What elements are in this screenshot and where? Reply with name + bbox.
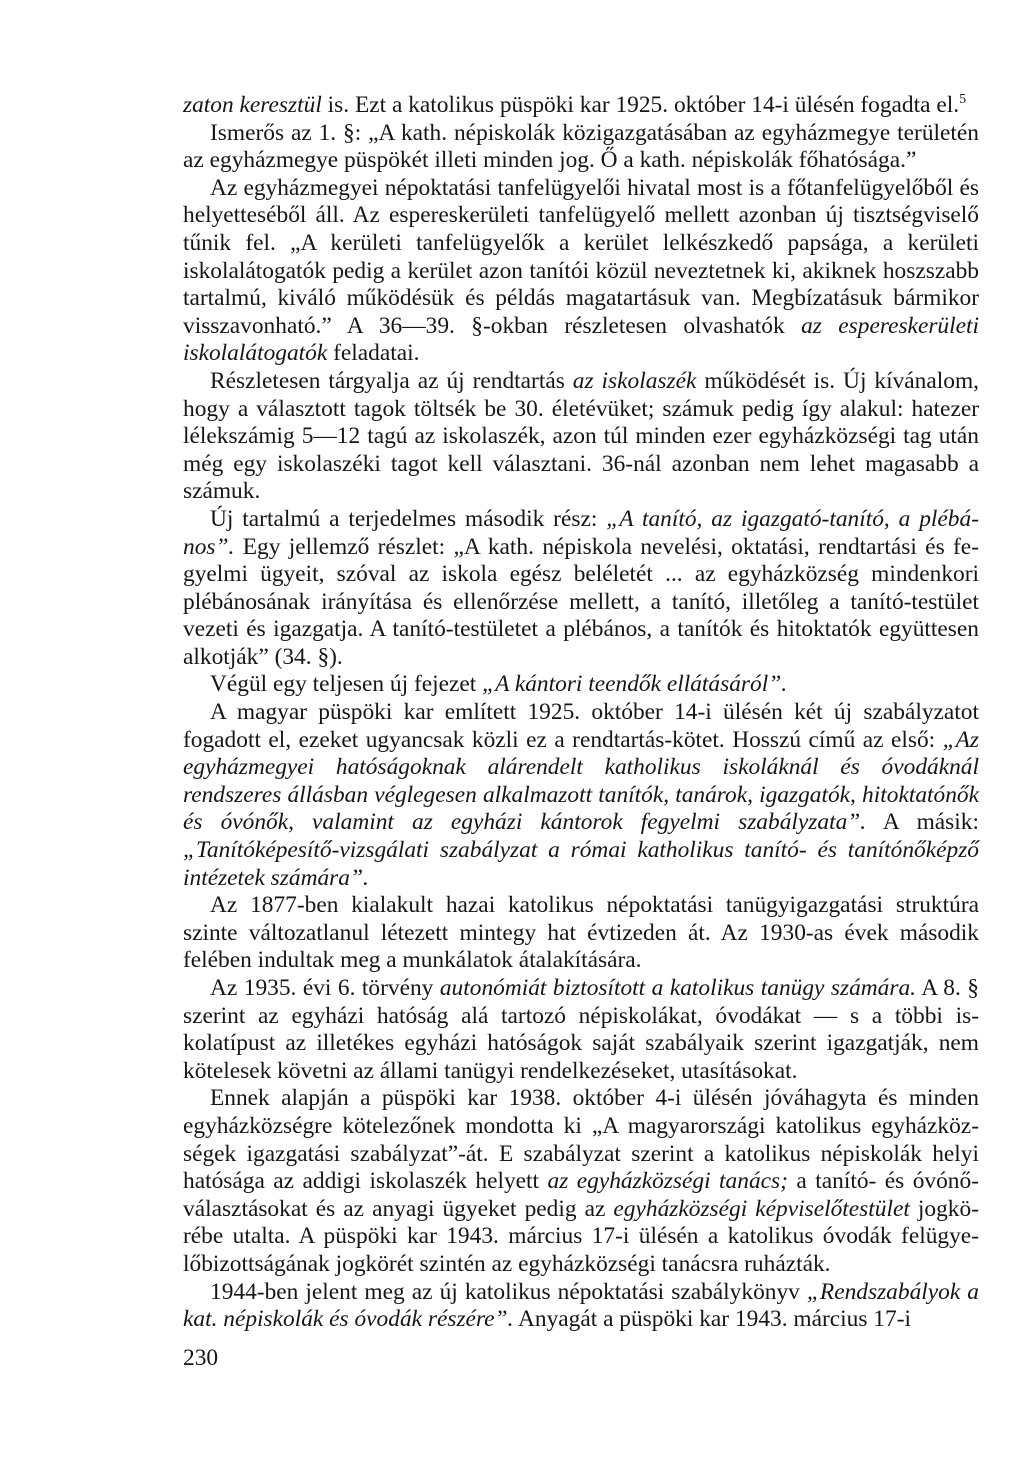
text-run: jogkörébe utalta. A püspöki kar 1943. március 17-i ülésén a katolikus óvodák felügyelőbizottságának jogkörét szintén az egyházközségi tanácsra ruházták. <box>183 1195 979 1277</box>
page-text-body <box>183 92 979 1334</box>
italic-run: az espereskerületi iskolalátogatók <box>183 312 979 367</box>
text-run: Ennek alapján a püspöki kar 1938. október 4-i ülésén jóváhagyta és minden egyházközségre kötelezőnek mondotta ki „A magyarországi katolikus egyházközségek igazgatási szabályzat”-át. E szabályzat szerint a katolikus népiskolák helyi hatósága az addigi iskolaszék helyett <box>183 1085 979 1195</box>
paragraph-3 <box>183 175 979 368</box>
text-run: feladatai. <box>327 340 420 367</box>
text-run: A 8. § szerint az egyházi hatóság alá tartozó népiskolákat, óvodákat — s a többi iskolatípust az illetékes egyházi hatóságok saját szabályaik szerint igazgatják, nem kötelesek követni az állami tanügyi rendelkezéseket, utasításokat. <box>183 975 980 1084</box>
footnote-ref: 5 <box>959 92 967 107</box>
italic-run: egyházközségi képviselőtestület <box>613 1195 910 1222</box>
paragraph-2 <box>183 120 979 175</box>
text-run: Az 1935. évi 6. törvény <box>210 975 440 1001</box>
italic-run: autonómiát biztosított a katolikus tanügy számára. <box>439 975 917 1001</box>
text-run: is. Ezt a katolikus püspöki kar 1925. október 14-i ülésén fogadta el. <box>321 92 960 118</box>
paragraph-6 <box>183 671 979 699</box>
paragraph-4 <box>183 368 979 506</box>
italic-run: „Az egyházmegyei hatóságoknak alárendelt katholikus iskoláknál és óvodáknál rendszeres állásban véglegesen alkalmazott tanítók, tanárok, igazgatók, hitoktatónők és óvónők, valamint az egyházi kántorok fegyelmi szabályzata”. <box>183 726 979 836</box>
paragraph-9 <box>183 975 979 1085</box>
text-run: 1944-ben jelent meg az új katolikus népoktatási szabálykönyv <box>210 1278 807 1305</box>
text-run: A magyar püspöki kar említett 1925. október 14-i ülésén két új szabályzatot fogadott el, ezeket ugyancsak közli ez a rendtartás-kötet. Hosszú című az első: <box>183 699 979 753</box>
paragraph-10 <box>183 1085 979 1278</box>
text-run: Részletesen tárgyalja az új rendtartás <box>210 367 573 394</box>
text-run: a tanító- és óvónőválasztásokat és az anyagi ügyeket pedig az <box>183 1168 979 1222</box>
italic-run: „A kántori teendők ellátásáról”. <box>482 671 788 698</box>
italic-run: „Tanítóképesítő-vizsgálati szabályzat a római katholikus tanító- és tanítónőképző intézetek számára”. <box>183 837 979 891</box>
text-run: Az egyházmegyei népoktatási tanfelügyelői hivatal most is a főtanfelügyelőből és helyetteséből áll. Az espereskerületi tanfelügyelő mellett azonban új tisztségviselő tűnik fel. „A kerületi tanfelügyelők a kerület lelkészkedő papsága, a kerületi iskolalátogatók pedig a kerület azon tanítói közül neveztetnek ki, akiknek hoszszabb tartalmú, kiváló működésük és példás magatartásuk van. Megbízatásuk bármikor visszavonható.” A 36—39. §-okban részletesen olvashatók <box>183 174 979 339</box>
text-run: Anyagát a püspöki kar 1943. március 17-i <box>513 1306 911 1333</box>
paragraph-5 <box>183 506 979 672</box>
italic-run: „A tanító, az igazgató-tanító, a plébános”. <box>183 505 979 560</box>
text-run: működését is. Új kívánalom, hogy a választott tagok töltsék be 30. életévüket; számuk pedig így alakul: hatezer lélekszámig 5—12 tagú az iskolaszék, azon túl minden ezer egyházközségi tag után még egy iskolaszéki tagot kell választani. 36-nál azonban nem lehet magasabb a számuk. <box>183 367 979 505</box>
italic-run: „Rendszabályok a kat. népiskolák és óvodák részére”. <box>183 1278 979 1333</box>
paragraph-1 <box>183 92 979 120</box>
text-run: Új tartalmú a terjedelmes második rész: <box>210 505 607 532</box>
italic-run: az iskolaszék <box>572 367 697 394</box>
page-number: 230 <box>183 1345 219 1371</box>
italic-run: az egyházközségi tanács; <box>547 1168 788 1195</box>
text-run: Végül egy teljesen új fejezet <box>210 671 483 698</box>
text-run: Egy jellemző részlet: „A kath. népiskola nevelési, oktatási, rendtartási és fegyelmi ügyeit, szóval az iskola egész beléletét ... az egyházközség mindenkori plébánosának irányítása és ellenőrzése mellett, a tanító, illetőleg a tanító-testület vezeti és igazgatja. A tanító-testületet a plébános, a tanítók és hitoktatók együttesen alkotják” (34. §). <box>183 533 979 670</box>
text-run: Az 1877-ben kialakult hazai katolikus népoktatási tanügyigazgatási struktúra szinte változatlanul létezett mintegy hat évtizeden át. Az 1930-as évek második felében indultak meg a munkálatok átalakítására. <box>183 892 979 974</box>
paragraph-7 <box>183 699 979 892</box>
italic-run: zaton keresztül <box>183 92 322 118</box>
text-run: Ismerős az 1. §: „A kath. népiskolák közigazgatásában az egyházmegye területén az egyházmegye püspökét illeti minden jog. Ő a kath. népiskolák főhatósága.” <box>183 119 979 174</box>
paragraph-8 <box>183 892 979 975</box>
paragraph-11 <box>183 1279 979 1334</box>
text-run: A másik: <box>866 809 979 836</box>
